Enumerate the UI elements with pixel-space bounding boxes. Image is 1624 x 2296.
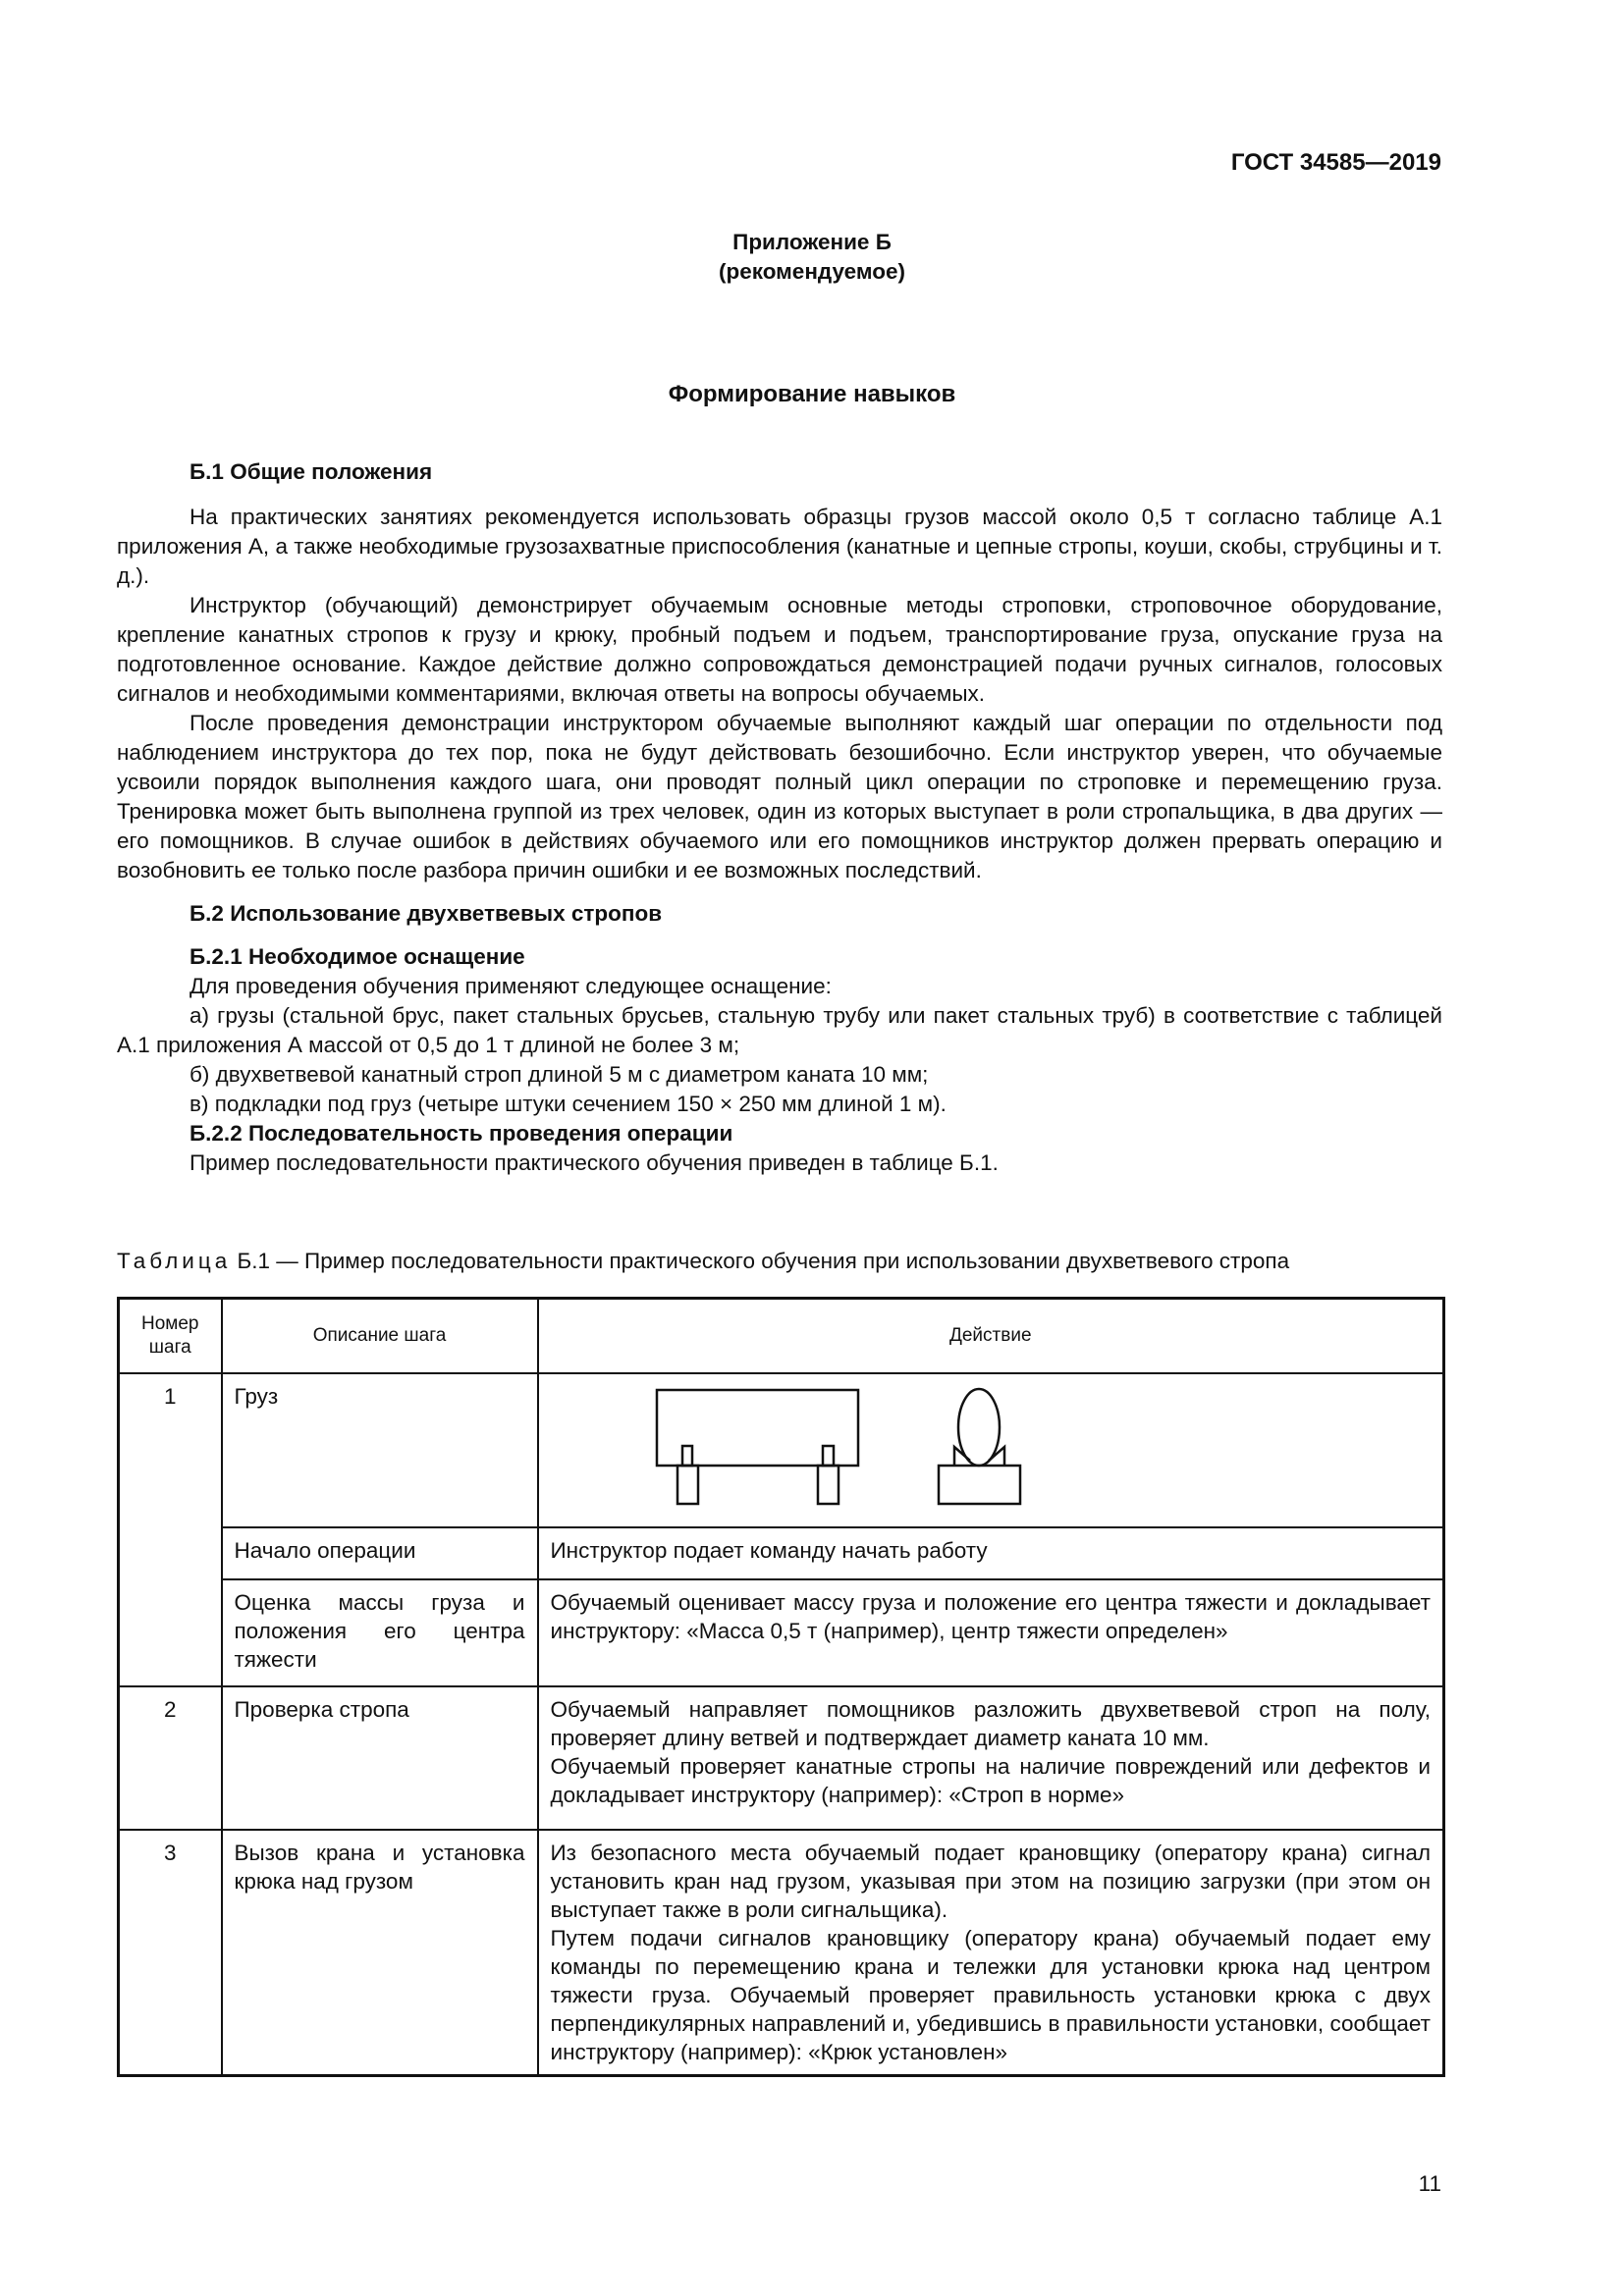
step-description: Оценка массы груза и положения его центра тяжести: [222, 1579, 538, 1686]
table-row: [119, 1527, 1444, 1579]
table-caption-text: Б.1 — Пример последовательности практического обучения при использовании двухветвевого стропа: [237, 1249, 1290, 1273]
step-description: Вызов крана и установка крюка над грузом: [222, 1830, 538, 2076]
list-item: б) двухветвевой канатный строп длиной 5 м с диаметром каната 10 мм;: [189, 1062, 929, 1087]
paragraph: После проведения демонстрации инструктором обучаемые выполняют каждый шаг операции по отдельности под наблюдением инструктора до тех пор, пока не будут действовать безошибочно. Если инструктор уверен, что обучаемые усвоили порядок выполнения каждого шага, они проводят полный цикл операции по строповке и перемещению груза. Тренировка может быть выполнена группой из трех человек, один из которых выступает в роли стропальщика, в два других — его помощников. В случае ошибок в действиях обучаемого или его помощников инструктор должен прервать операцию и возобновить ее только после разбора причин ошибки и ее возможных последствий.: [117, 711, 1442, 882]
action-text: Из безопасного места обучаемый подает крановщику (оператору крана) сигнал установить кран над грузом, указывая при этом на позицию загрузки (при этом он выступает также в роли сигнальщика).: [550, 1840, 1431, 1922]
section-b2-title: Б.2 Использование двухветвевых стропов: [189, 901, 663, 926]
step-action: Инструктор подает команду начать работу: [538, 1527, 1444, 1579]
step-description: Проверка стропа: [222, 1686, 538, 1830]
support-right: [818, 1466, 839, 1504]
table-row: [119, 1686, 1444, 1830]
appendix-subtitle: (рекомендуемое): [719, 259, 905, 284]
step-action: Обучаемый оценивает массу груза и положение его центра тяжести и докладывает инструктору: «Масса 0,5 т (например), центр тяжести определен»: [538, 1579, 1444, 1686]
header-action: Действие: [538, 1299, 1444, 1373]
table-row: [119, 1830, 1444, 2076]
step-action: [538, 1830, 1444, 2076]
beam-shape: [657, 1390, 858, 1466]
steps-table: [117, 1297, 1445, 2077]
section-b1-title: Б.1 Общие положения: [189, 459, 433, 484]
appendix-title: Приложение Б: [732, 230, 892, 254]
step-action: [538, 1686, 1444, 1830]
step-number: 2: [119, 1686, 222, 1830]
section-b22-title: Б.2.2 Последовательность проведения операции: [189, 1121, 733, 1146]
table-header-row: [119, 1299, 1444, 1373]
document-id: ГОСТ 34585—2019: [1230, 149, 1441, 176]
action-text: Путем подачи сигналов крановщику (оператору крана) обучаемый подает ему команды по перемещению крана и тележки для установки крюка над центром тяжести груза. Обучаемый проверяет правильность установки крюка с двух перпендикулярных направлений и, убедившись в правильности установки, сообщает инструктору (например): «Крюк установлен»: [550, 1925, 1431, 2064]
step-number: 3: [119, 1830, 222, 2076]
table-caption: [117, 1249, 1442, 1274]
page-number: 11: [1418, 2171, 1441, 2196]
paragraph: Инструктор (обучающий) демонстрирует обучаемым основные методы строповки, строповочное оборудование, крепление канатных стропов к грузу и крюку, пробный подъем и подъем, транспортирование груза, опускание груза на подготовленное основание. Каждое действие должно сопровождаться демонстрацией подачи ручных сигналов, голосовых сигналов и необходимыми комментариями, включая ответы на вопросы обучаемых.: [117, 593, 1442, 706]
support-small-left: [682, 1446, 692, 1466]
b22-text: Пример последовательности практического обучения приведен в таблице Б.1.: [189, 1150, 999, 1175]
section-b21-title: Б.2.1 Необходимое оснащение: [189, 944, 525, 969]
load-diagram-cell: [538, 1373, 1444, 1527]
support-small-right: [823, 1446, 834, 1466]
action-text: Обучаемый проверяет канатные стропы на наличие повреждений или дефектов и докладывает инструктору (например): «Строп в норме»: [550, 1753, 1431, 1807]
list-item: в) подкладки под груз (четыре штуки сечением 150 × 250 мм длиной 1 м).: [189, 1092, 947, 1116]
support-left: [677, 1466, 698, 1504]
load-diagram: [539, 1374, 1445, 1526]
paragraph: На практических занятиях рекомендуется использовать образцы грузов массой около 0,5 т согласно таблице А.1 приложения А, а также необходимые грузозахватные приспособления (канатные и цепные стропы, коуши, скобы, струбцины и т. д.).: [117, 505, 1442, 588]
table-caption-label: Таблица: [117, 1249, 232, 1273]
pipe-base: [939, 1466, 1020, 1504]
step-description: Груз: [222, 1373, 538, 1527]
table-row: [119, 1373, 1444, 1527]
table-row: [119, 1579, 1444, 1686]
pipe-shape: [958, 1389, 1000, 1466]
step-description: Начало операции: [222, 1527, 538, 1579]
header-step-description: Описание шага: [222, 1299, 538, 1373]
action-text: Обучаемый направляет помощников разложить двухветвевой строп на полу, проверяет длину ветвей и подтверждает диаметр каната 10 мм.: [550, 1696, 1431, 1750]
b21-intro: Для проведения обучения применяют следующее оснащение:: [189, 974, 832, 998]
list-item: а) грузы (стальной брус, пакет стальных брусьев, стальную трубу или пакет стальных труб) в соответствие с таблицей А.1 приложения А массой от 0,5 до 1 т длиной не более 3 м;: [117, 1003, 1442, 1057]
header-step-number: Номер шага: [119, 1299, 222, 1373]
step-number: 1: [119, 1373, 222, 1686]
main-title: Формирование навыков: [668, 381, 956, 407]
section-b1: [117, 457, 1442, 1178]
